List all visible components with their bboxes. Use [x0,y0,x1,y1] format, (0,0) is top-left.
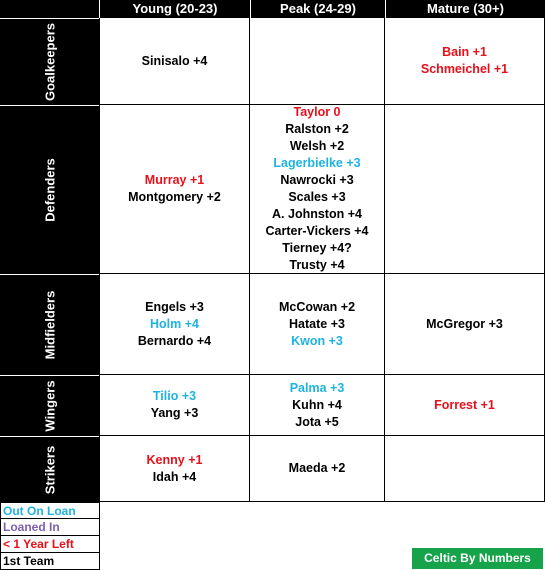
cell-midfielders-young [99,274,250,375]
player-entry: Trusty +4 [289,258,345,272]
player-entry: Bernardo +4 [137,333,212,348]
player-entry: Palma +3 [289,380,345,395]
player-entry: Lagerbielke +3 [273,156,361,170]
cell-strikers-mature [385,436,545,502]
player-entry: Kenny +1 [146,452,203,467]
row-label-defenders: Defenders [42,158,57,222]
player-entry: Tilio +3 [152,389,197,403]
cell-midfielders-mature [385,274,545,375]
row-label-midfielders: Midfielders [42,290,57,360]
row-header-defenders [0,105,99,274]
cell-defenders-peak [250,105,385,274]
row-label-wingers: Wingers [42,380,57,432]
cell-defenders-young [99,105,250,274]
player-entry: Kuhn +4 [292,397,342,412]
cell-wingers-young [99,375,250,436]
legend-first-team: 1st Team [0,553,100,570]
legend [0,502,100,570]
player-entry: Murray +1 [144,173,205,187]
cell-midfielders-peak [250,274,385,375]
player-entry: Bain +1 [442,45,487,59]
legend-out-on-loan: Out On Loan [0,502,100,519]
player-entry: Yang +3 [150,406,199,420]
player-entry: Tierney +4? [282,241,352,255]
player-entry: A. Johnston +4 [272,207,362,221]
brand-badge: Celtic By Numbers [412,548,543,569]
player-entry: Kwon +3 [291,333,343,348]
row-header-strikers [0,436,99,502]
player-entry: Nawrocki +3 [280,173,354,187]
cell-strikers-young [99,436,250,502]
row-header-midfielders [0,274,99,375]
cell-strikers-peak [250,436,385,502]
player-entry: Forrest +1 [434,397,495,412]
cell-goalkeepers-mature [385,18,545,105]
player-entry: Maeda +2 [288,461,346,475]
legend-under-one-year-left: < 1 Year Left [0,536,100,553]
legend-loaned-in: Loaned In [0,519,100,536]
player-entry: McCowan +2 [278,299,356,314]
player-entry: Ralston +2 [285,122,349,136]
row-header-wingers [0,375,99,436]
player-entry: Jota +5 [295,414,339,429]
cell-defenders-mature [385,105,545,274]
cell-wingers-peak [250,375,385,436]
player-entry: Sinisalo +4 [141,53,208,68]
column-header-young: Young (20-23) [99,0,250,18]
player-entry: McGregor +3 [426,316,503,331]
player-entry: Scales +3 [288,190,346,204]
player-entry: Engels +3 [145,299,204,314]
player-entry: Holm +4 [150,316,199,331]
player-entry: Montgomery +2 [128,190,221,204]
player-entry: Taylor 0 [293,105,341,119]
player-entry: Hatate +3 [289,316,345,331]
column-header-peak: Peak (24-29) [250,0,385,18]
player-entry: Idah +4 [152,469,197,484]
player-entry: Carter-Vickers +4 [265,224,369,238]
header-corner [0,0,99,18]
player-entry: Schmeichel +1 [420,62,509,76]
cell-goalkeepers-peak [250,18,385,105]
column-header-mature: Mature (30+) [385,0,545,18]
cell-wingers-mature [385,375,545,436]
row-label-goalkeepers: Goalkeepers [42,22,57,102]
cell-goalkeepers-young [99,18,250,105]
player-entry: Welsh +2 [289,139,345,153]
row-label-strikers: Strikers [42,445,57,494]
row-header-goalkeepers [0,18,99,105]
